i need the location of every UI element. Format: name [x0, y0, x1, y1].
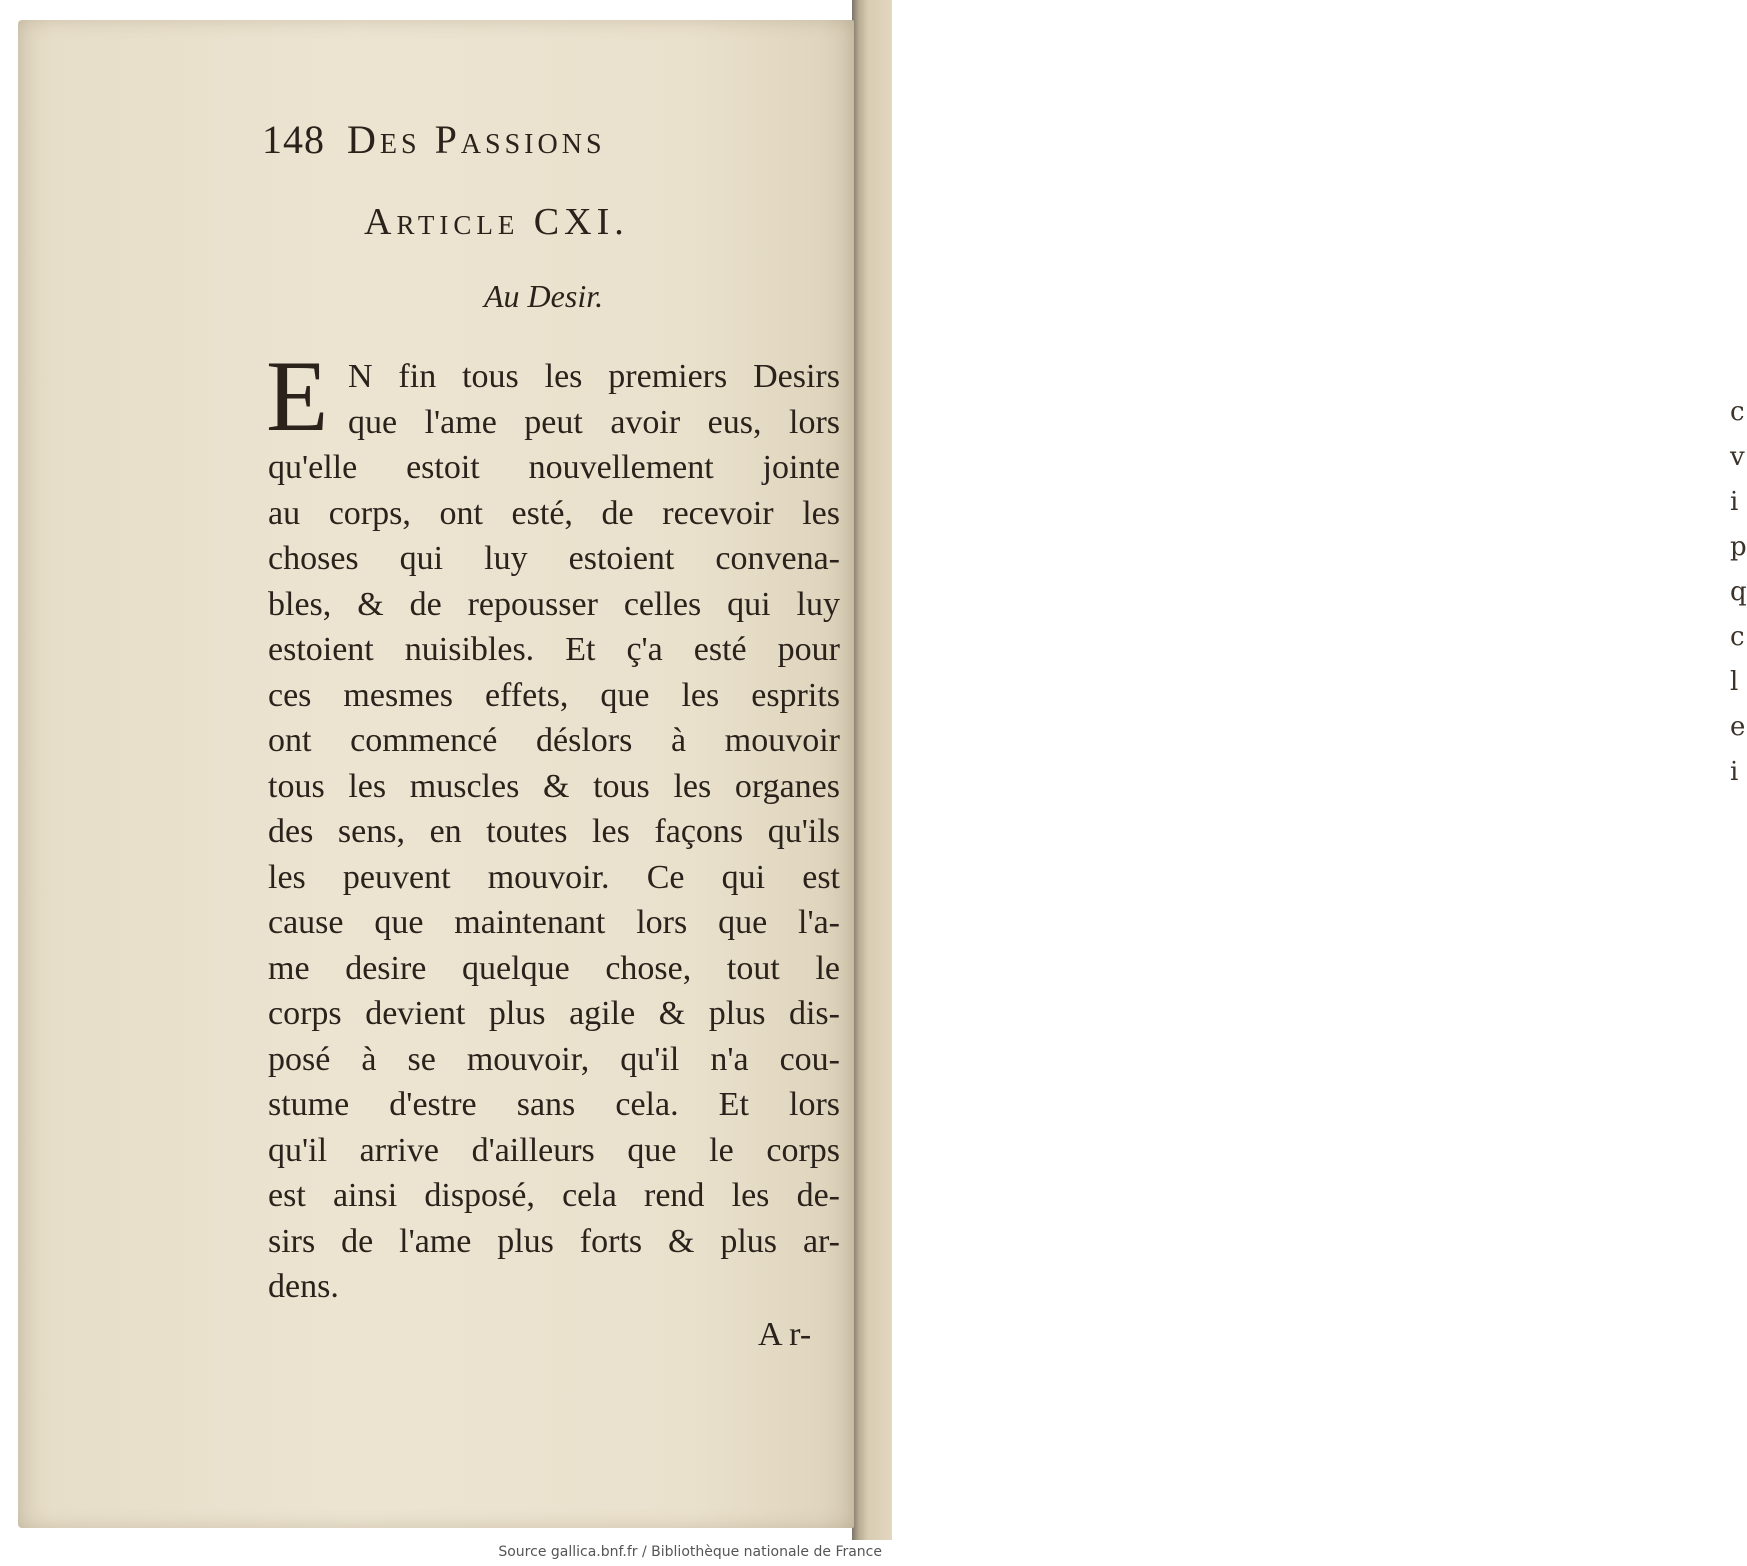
text-line: que l'ame peut avoir eus, lors	[348, 403, 840, 441]
scanned-page	[18, 20, 854, 1528]
text-line: des sens, en toutes les façons qu'ils	[268, 813, 840, 850]
text-line: choses qui luy estoient convena-	[268, 540, 840, 577]
page-text	[18, 20, 854, 1528]
edge-mark: i	[1730, 757, 1739, 787]
text-line: au corps, ont esté, de recevoir les	[268, 494, 840, 532]
text-line: qu'elle estoit nouvellement jointe	[268, 449, 840, 486]
text-line: ces mesmes effets, que les esprits	[268, 676, 840, 714]
text-line: est ainsi disposé, cela rend les de-	[268, 1177, 840, 1214]
article-body	[268, 354, 840, 1310]
text-line: sirs de l'ame plus forts & plus ar-	[268, 1222, 840, 1260]
text-line: dens.	[268, 1268, 339, 1305]
text-line: ont commencé déslors à mouvoir	[268, 722, 840, 759]
text-line: estoient nuisibles. Et ç'a esté pour	[268, 631, 840, 668]
text-line: posé à se mouvoir, qu'il n'a cou-	[268, 1040, 840, 1078]
edge-mark: i	[1730, 487, 1739, 517]
text-line: stume d'estre sans cela. Et lors	[268, 1086, 840, 1123]
edge-mark: q	[1730, 577, 1747, 607]
page-number: 148	[262, 117, 325, 162]
next-page-edge-text	[1730, 390, 1747, 795]
edge-mark: l	[1730, 667, 1739, 697]
article-subtitle: Au Desir.	[484, 278, 604, 314]
source-attribution: Source gallica.bnf.fr / Bibliothèque nationale de France	[498, 1544, 882, 1560]
text-line: corps devient plus agile & plus dis-	[268, 995, 840, 1032]
text-line: me desire quelque chose, tout le	[268, 949, 840, 987]
drop-cap: E	[266, 340, 329, 453]
text-line: cause que maintenant lors que l'a-	[268, 904, 840, 941]
next-page-edge	[852, 0, 1747, 1540]
edge-mark: e	[1730, 712, 1746, 742]
text-line: les peuvent mouvoir. Ce qui est	[268, 858, 840, 896]
edge-mark: v	[1730, 442, 1745, 472]
edge-mark: c	[1730, 397, 1745, 427]
text-line: N fin tous les premiers Desirs	[348, 358, 840, 395]
edge-mark: p	[1730, 532, 1747, 562]
text-line: tous les muscles & tous les organes	[268, 767, 840, 805]
page-header	[262, 116, 606, 163]
catchword: A r-	[758, 1316, 812, 1353]
article-title: Article CXI.	[364, 201, 629, 243]
text-line: bles, & de repousser celles qui luy	[268, 585, 840, 623]
edge-mark: c	[1730, 622, 1745, 652]
text-line: qu'il arrive d'ailleurs que le corps	[268, 1131, 840, 1169]
running-head: Des Passions	[347, 117, 606, 162]
